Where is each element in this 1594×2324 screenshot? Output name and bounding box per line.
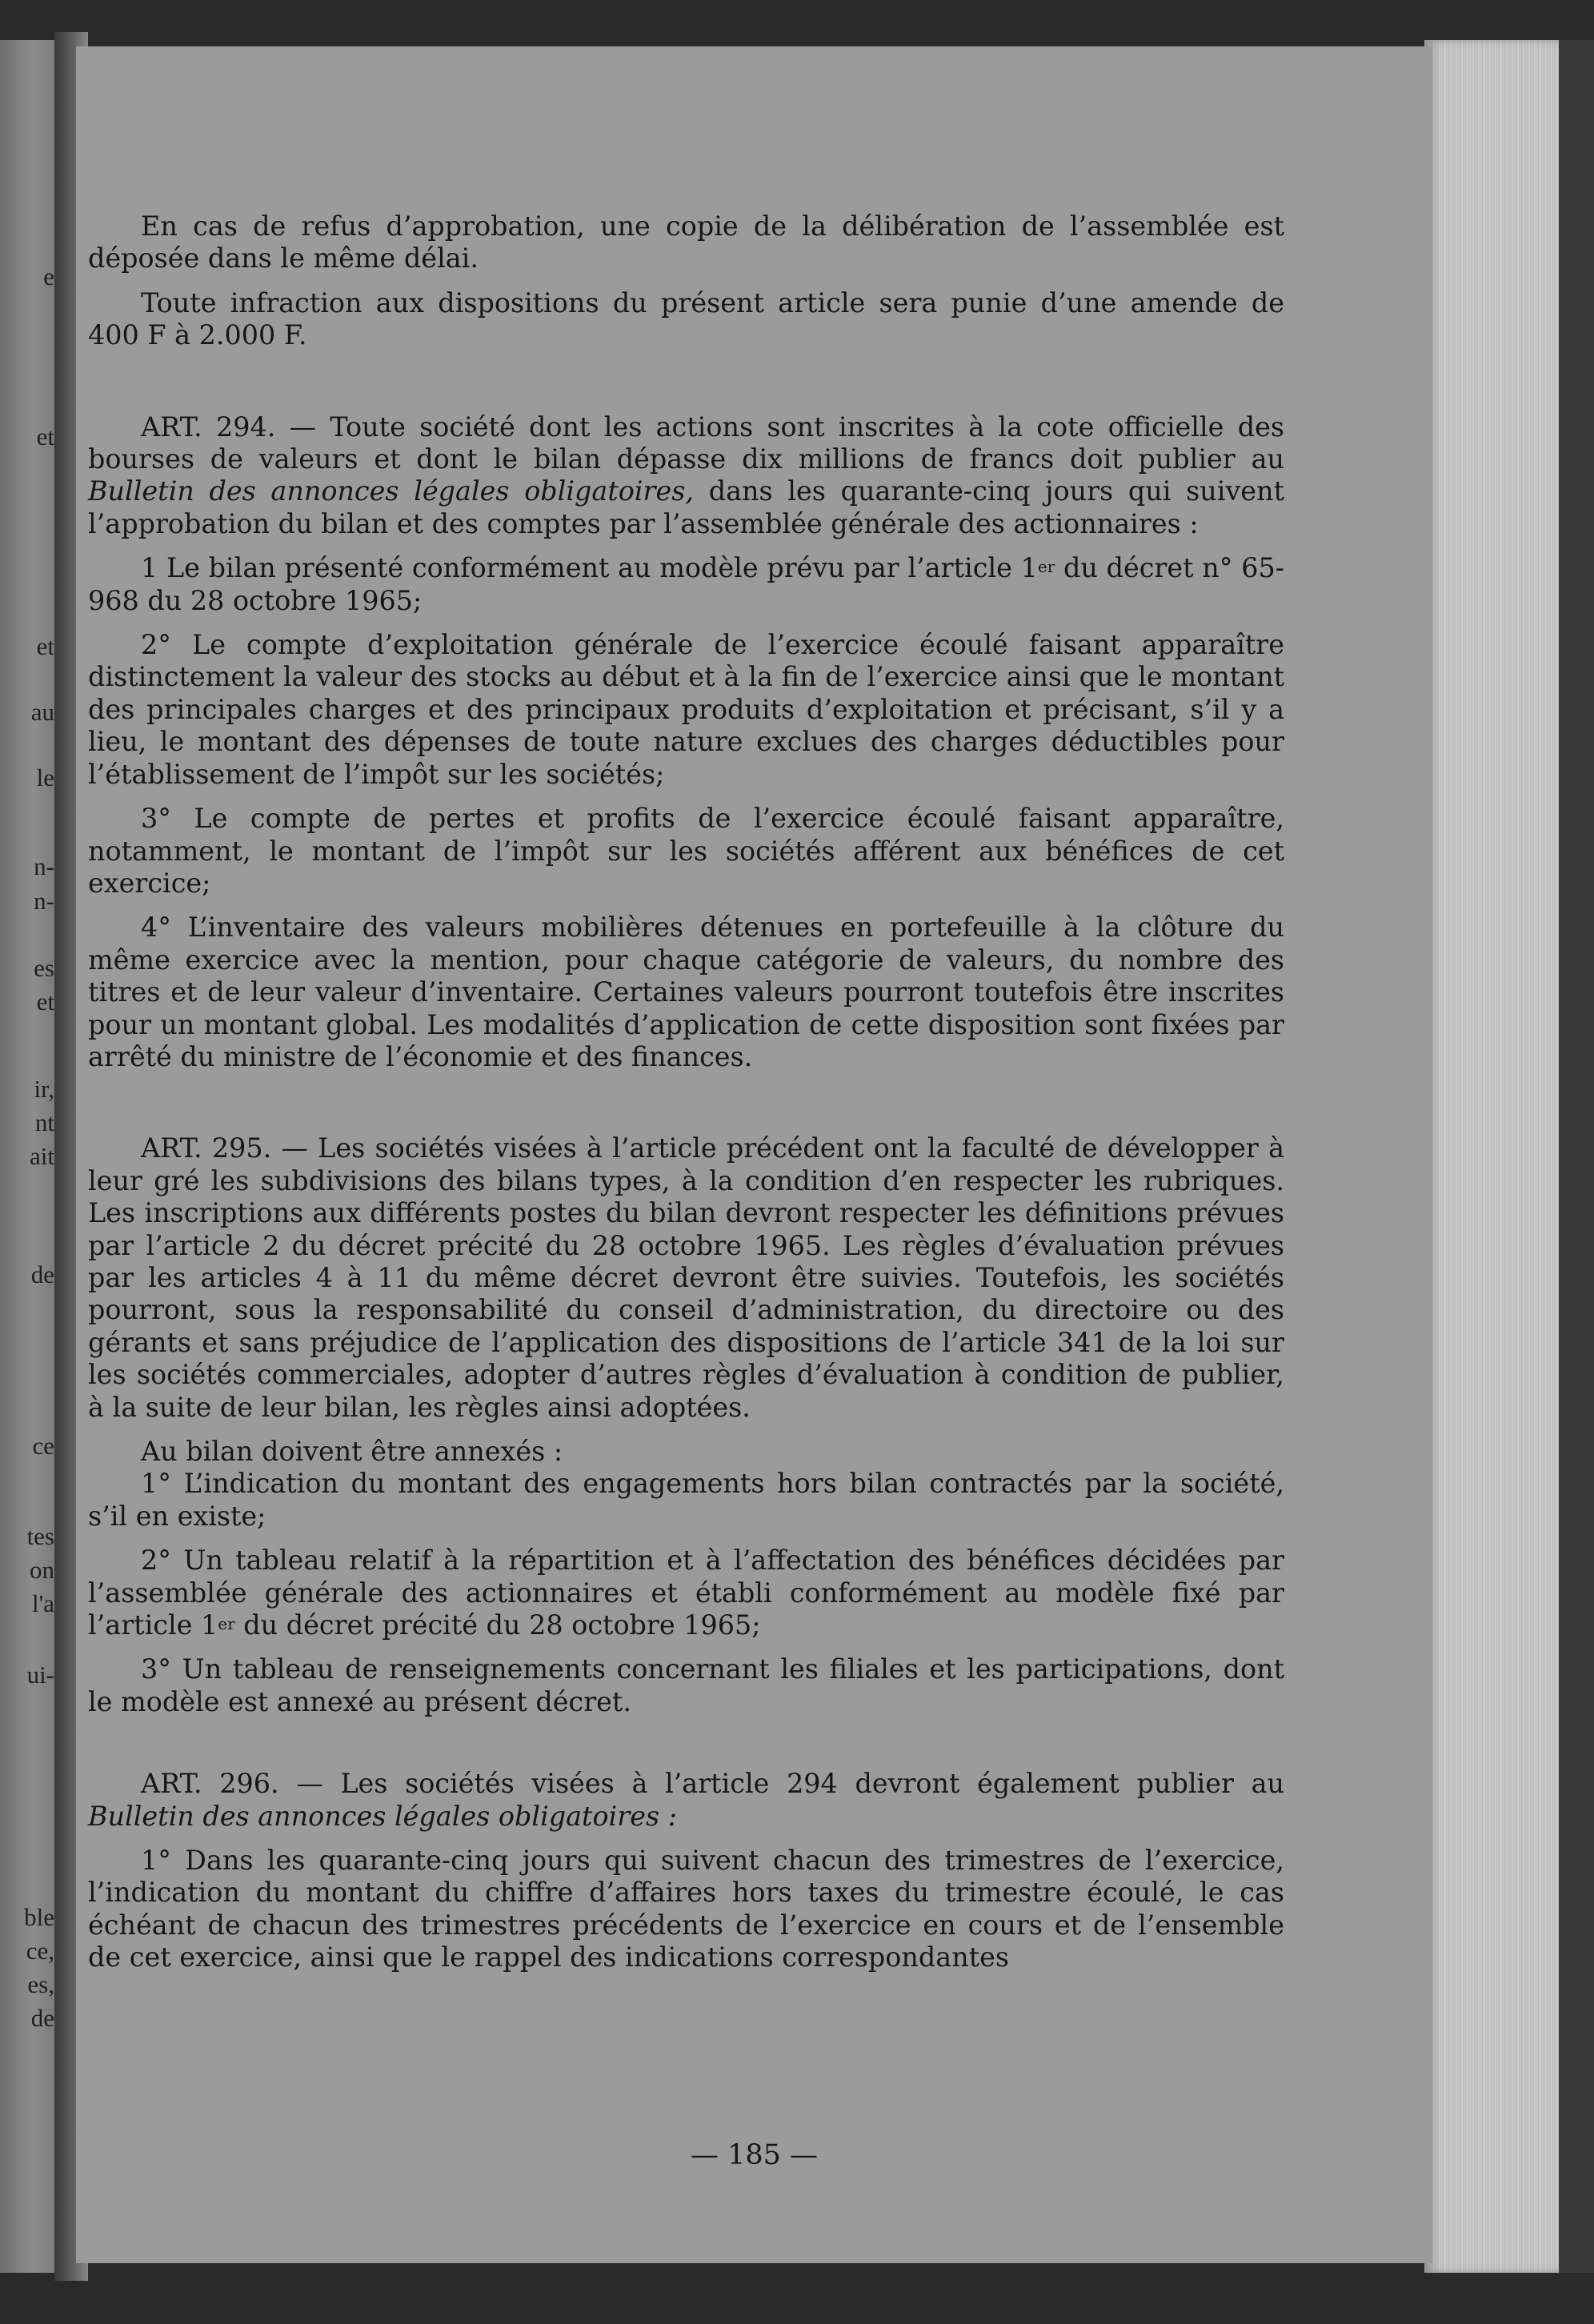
list-item: 4° L’inventaire des valeurs mobilières détenues en portefeuille à la clôture du même exercice avec la mention, pour chaque catégorie de valeurs, du nombre des titres et de leur valeur d’inventaire. Certaines valeurs pourront toutefois être inscrites pour un montant global. Les modalités d’application de cette disposition sont fixées par arrêté du ministre de l’économie et des finances.	[88, 912, 1284, 1072]
margin-fragment: de	[30, 2004, 54, 2032]
item-text: 2° Un tableau relatif à la répartition et à l’affectation des bénéfices décidées par l’assemblée générale des actionnaires et établi conformément au modèle fixé par l’article 1	[88, 1545, 1284, 1641]
publication-title: Bulletin des annonces légales obligatoires,	[88, 475, 694, 507]
page-number: — 185 —	[690, 2139, 819, 2171]
book-page	[76, 46, 1432, 2263]
list-item: 3° Un tableau de renseignements concernant les filiales et les participations, dont le modèle est annexé au présent décret.	[88, 1653, 1284, 1717]
item-text: 1 Le bilan présenté conformément au modèle prévu par l’article 1	[141, 552, 1038, 584]
superscript: er	[218, 1614, 235, 1634]
margin-fragment: et	[36, 988, 54, 1016]
list-item	[88, 552, 1284, 617]
paragraph: Au bilan doivent être annexés :	[141, 1436, 563, 1467]
margin-fragment: ir,	[34, 1075, 54, 1103]
margin-fragment: de	[30, 1260, 54, 1288]
superscript: er	[1037, 557, 1055, 577]
article-heading: ART. 296.	[141, 1768, 279, 1800]
margin-fragment: et	[36, 423, 54, 451]
margin-fragment: ce	[32, 1432, 54, 1460]
list-item: 2° Le compte d’exploitation générale de l’exercice écoulé faisant apparaître distinctement la valeur des stocks au début et à la fin de l’exercice ainsi que le montant des principales charges et des principaux produits d’exploitation et précisant, s’il y a lieu, le montant des dépenses de toute nature exclues des charges déductibles pour l’établissement de l’impôt sur les sociétés;	[88, 629, 1284, 790]
page-body	[88, 210, 1284, 1974]
margin-fragment: au	[30, 698, 54, 726]
margin-fragment: n-	[34, 852, 54, 880]
article-text: — Toute société dont les actions sont inscrites à la cote officielle des bourses de valeurs et dont le bilan dépasse dix millions de francs doit publier au	[88, 411, 1285, 475]
article-heading: ART. 294.	[141, 411, 276, 443]
margin-fragment: tes	[26, 1522, 54, 1550]
margin-fragment: l'a	[32, 1589, 54, 1617]
margin-fragment: es	[34, 954, 54, 982]
paragraph: En cas de refus d’approbation, une copie de la délibération de l’assemblée est déposée dans le même délai.	[88, 210, 1284, 274]
margin-fragment: e	[43, 262, 54, 290]
margin-fragment: n-	[34, 887, 54, 915]
publication-title: Bulletin des annonces légales obligatoires :	[88, 1800, 677, 1832]
article-295	[88, 1132, 1284, 1424]
margin-fragment: ait	[30, 1142, 54, 1170]
item-text: du décret n° 65-968 du 28 octobre 1965;	[88, 552, 1284, 616]
list-item	[88, 1545, 1284, 1641]
article-296	[88, 1768, 1284, 1833]
margin-fragment: ui-	[26, 1661, 54, 1689]
facing-page-edge	[0, 40, 56, 2273]
article-heading: ART. 295.	[141, 1132, 272, 1164]
article-text: dans les quarante-cinq jours qui suivent l’approbation du bilan et des comptes par l’assemblée générale des actionnaires :	[88, 475, 1284, 539]
margin-fragment: ble	[24, 1903, 54, 1931]
page-edges	[1424, 40, 1560, 2273]
margin-fragment: es,	[27, 1970, 54, 1998]
page-edges-shadow	[1559, 40, 1594, 2273]
margin-fragment: nt	[34, 1108, 54, 1136]
margin-fragment: et	[36, 632, 54, 660]
margin-fragment: ce,	[26, 1937, 54, 1965]
article-294	[88, 411, 1284, 541]
list-item: 1° Dans les quarante-cinq jours qui suivent chacun des trimestres de l’exercice, l’indication du montant du chiffre d’affaires hors taxes du trimestre écoulé, le cas échéant de chacun des trimestres précédents de l’exercice en cours et de l’ensemble de cet exercice, ainsi que le rappel des indications correspondantes	[88, 1845, 1284, 1973]
margin-fragment: le	[36, 763, 54, 791]
item-text: du décret précité du 28 octobre 1965;	[234, 1609, 761, 1641]
list-item: 3° Le compte de pertes et profits de l’exercice écoulé faisant apparaître, notamment, le montant de l’impôt sur les sociétés afférent aux bénéfices de cet exercice;	[88, 803, 1284, 899]
list-item: 1° L’indication du montant des engagements hors bilan contractés par la société, s’il en existe;	[88, 1468, 1284, 1532]
margin-fragment: on	[30, 1556, 54, 1584]
article-text: — Les sociétés visées à l’article 294 devront également publier au	[278, 1768, 1284, 1800]
article-text: — Les sociétés visées à l’article précédent ont la faculté de développer à leur gré les subdivisions des bilans types, à la condition d’en respecter les rubriques. Les inscriptions aux différents postes du bilan devront respecter les définitions prévues par l’article 2 du décret précité du 28 octobre 1965. Les règles d’évaluation prévues par les articles 4 à 11 du même décret devront être suivies. Toutefois, les sociétés pourront, sous la responsabilité du conseil d’administration, du directoire ou des gérants et sans préjudice de l’application des dispositions de l’article 341 de la loi sur les sociétés commerciales, adopter d’autres règles d’évaluation à condition de publier, à la suite de leur bilan, les règles ainsi adoptées.	[88, 1132, 1284, 1423]
paragraph: Toute infraction aux dispositions du présent article sera punie d’une amende de 400 F à 2.000 F.	[88, 286, 1284, 351]
